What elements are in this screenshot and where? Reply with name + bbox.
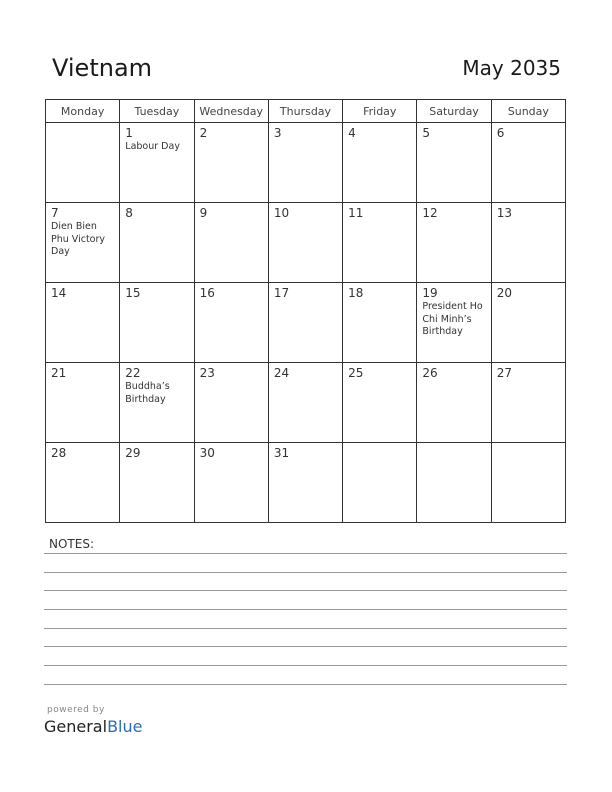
empty-day-cell: [343, 443, 417, 523]
day-cell-23: [194, 363, 268, 443]
day-cell-30: [194, 443, 268, 523]
day-cell-12: [417, 203, 491, 283]
day-cell-8: [120, 203, 194, 283]
note-line: [44, 684, 567, 685]
day-cell-1: [120, 123, 194, 203]
weekday-tuesday: Tuesday: [120, 100, 194, 123]
day-cell-11: [343, 203, 417, 283]
note-line: [44, 590, 567, 591]
calendar-country-title: Vietnam: [52, 54, 153, 82]
day-number: 17: [273, 286, 290, 300]
day-number: 23: [199, 366, 215, 380]
day-cell-27: [491, 363, 565, 443]
day-number: 10: [273, 206, 290, 220]
day-number: 19: [422, 286, 438, 300]
day-cell-22: [120, 363, 194, 443]
calendar-grid: [45, 99, 566, 523]
weekday-wednesday: Wednesday: [194, 100, 268, 123]
day-number: 11: [348, 206, 364, 220]
day-cell-26: [417, 363, 491, 443]
day-cell-13: [491, 203, 565, 283]
weekday-saturday: Saturday: [417, 100, 491, 123]
day-number: 15: [125, 286, 141, 300]
day-cell-14: [46, 283, 120, 363]
calendar-week-row: [46, 443, 566, 523]
weekday-header-row: [46, 100, 566, 123]
day-number: 1: [125, 126, 133, 140]
day-number: 24: [273, 366, 290, 380]
day-number: 22: [125, 366, 141, 380]
brand-general: General: [44, 717, 108, 736]
holiday-label: Labour Day: [125, 141, 180, 152]
day-cell-25: [343, 363, 417, 443]
day-number: 13: [496, 206, 512, 220]
day-number: 28: [51, 446, 67, 460]
note-line: [44, 572, 567, 573]
day-number: 18: [348, 286, 364, 300]
day-number: 30: [199, 446, 215, 460]
note-line: [44, 553, 567, 554]
weekday-monday: Monday: [46, 100, 120, 123]
holiday-label: President Ho Chi Minh’s Birthday: [422, 301, 483, 337]
note-line: [44, 628, 567, 629]
day-number: 21: [51, 366, 67, 380]
day-number: 26: [422, 366, 438, 380]
day-number: 27: [496, 366, 512, 380]
day-number: 6: [496, 126, 505, 140]
day-cell-10: [268, 203, 342, 283]
calendar-body: [46, 123, 566, 523]
day-number: 5: [422, 126, 431, 140]
day-cell-20: [491, 283, 565, 363]
calendar-week-row: [46, 363, 566, 443]
day-number: 25: [348, 366, 364, 380]
day-number: 2: [199, 126, 208, 140]
note-line: [44, 665, 567, 666]
weekday-thursday: Thursday: [268, 100, 342, 123]
day-cell-15: [120, 283, 194, 363]
day-number: 20: [496, 286, 512, 300]
day-cell-24: [268, 363, 342, 443]
day-cell-7: [46, 203, 120, 283]
day-number: 7: [51, 206, 59, 220]
day-number: 4: [348, 126, 356, 140]
powered-by-text: powered by: [47, 705, 105, 715]
empty-day-cell: [46, 123, 120, 203]
empty-day-cell: [491, 443, 565, 523]
holiday-label: Dien Bien Phu Victory Day: [51, 221, 106, 257]
day-number: 8: [125, 206, 133, 220]
day-cell-28: [46, 443, 120, 523]
day-cell-19: [417, 283, 491, 363]
day-number: 31: [273, 446, 290, 460]
day-cell-3: [268, 123, 342, 203]
day-cell-5: [417, 123, 491, 203]
day-cell-31: [268, 443, 342, 523]
note-line: [44, 609, 567, 610]
day-cell-17: [268, 283, 342, 363]
calendar-week-row: [46, 283, 566, 363]
empty-day-cell: [417, 443, 491, 523]
day-cell-9: [194, 203, 268, 283]
generalblue-logo[interactable]: [44, 717, 142, 736]
day-cell-2: [194, 123, 268, 203]
weekday-sunday: Sunday: [491, 100, 565, 123]
day-number: 9: [199, 206, 208, 220]
day-cell-16: [194, 283, 268, 363]
day-number: 16: [199, 286, 215, 300]
calendar-week-row: [46, 123, 566, 203]
calendar-week-row: [46, 203, 566, 283]
day-number: 14: [51, 286, 67, 300]
day-cell-4: [343, 123, 417, 203]
day-cell-18: [343, 283, 417, 363]
weekday-friday: Friday: [343, 100, 417, 123]
calendar-month-title: May 2035: [462, 56, 561, 80]
day-number: 3: [273, 126, 282, 140]
note-line: [44, 646, 567, 647]
day-cell-29: [120, 443, 194, 523]
brand-blue: Blue: [107, 717, 143, 736]
day-cell-21: [46, 363, 120, 443]
day-number: 29: [125, 446, 141, 460]
notes-label: NOTES:: [49, 537, 94, 551]
day-cell-6: [491, 123, 565, 203]
holiday-label: Buddha’s Birthday: [125, 381, 170, 405]
day-number: 12: [422, 206, 438, 220]
